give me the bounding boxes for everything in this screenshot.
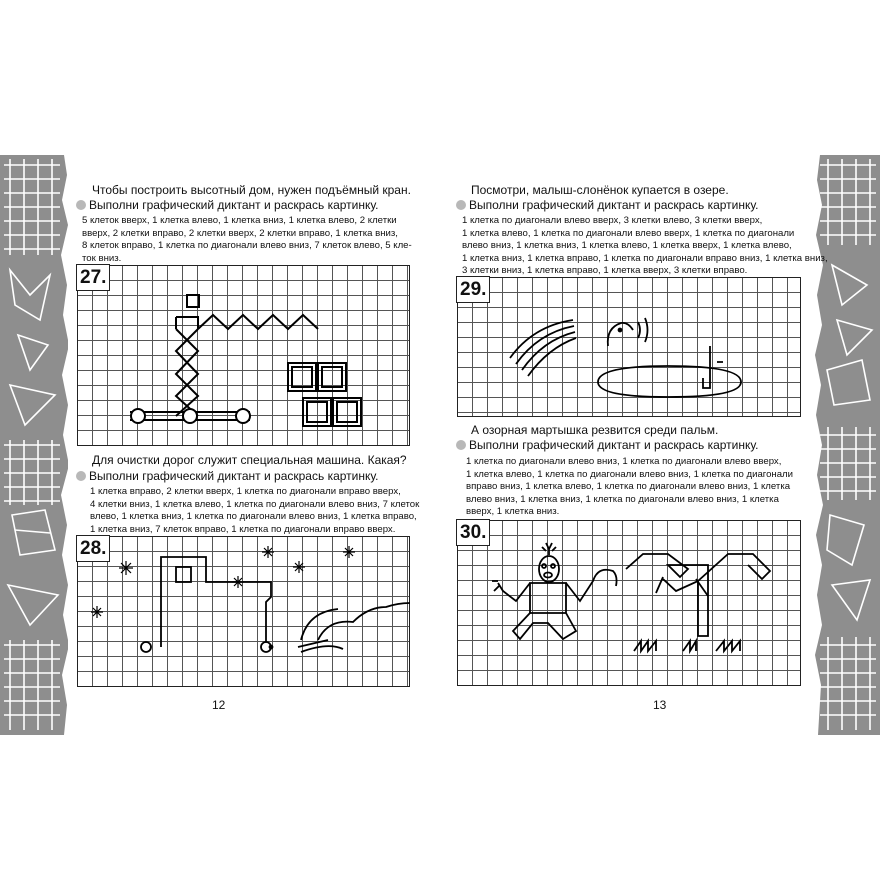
- task28-grid: [77, 536, 410, 687]
- task30-instruction: Выполни графический диктант и раскрась картинку.: [469, 438, 759, 452]
- task28-instruction-row: [76, 469, 379, 483]
- dictation-line: 1 клетка по диагонали влево вниз, 1 клетка по диагонали влево вверх,: [466, 456, 782, 467]
- page-number-left: 12: [212, 698, 226, 712]
- bullet-dot-icon: [456, 440, 466, 450]
- task30-number: 30.: [456, 519, 490, 546]
- dictation-line: 1 клетка влево, 1 клетка по диагонали влево вверх, 1 клетка по диагонали: [462, 227, 795, 239]
- dictation-line: 1 клетка влево, 1 клетка по диагонали влево вниз, 1 клетка по диагонали: [466, 468, 793, 480]
- dictation-line: вверх, 1 клетка вниз.: [466, 506, 560, 517]
- task27-number: 27.: [76, 264, 110, 291]
- bullet-dot-icon: [76, 200, 86, 210]
- dictation-line: 4 клетки вниз, 1 клетка влево, 1 клетка по диагонали влево вниз, 7 клеток: [90, 498, 420, 510]
- snowplow-drawing: [78, 537, 411, 688]
- task30-intro: А озорная мартышка резвится среди пальм.: [471, 423, 719, 437]
- task29-dictation: [462, 215, 828, 278]
- bullet-dot-icon: [76, 471, 86, 481]
- task30-grid: [457, 520, 801, 686]
- dictation-line: 8 клеток вправо, 1 клетка по диагонали влево вниз, 7 клеток влево, 5 кле-: [82, 240, 412, 251]
- bullet-dot-icon: [456, 200, 466, 210]
- torn-edge-icon: [58, 155, 72, 735]
- task28-dictation: [90, 486, 419, 536]
- monkey-and-palms-drawing: [458, 521, 802, 687]
- task27-instruction-row: [76, 198, 379, 212]
- page-number-right: 13: [653, 698, 667, 712]
- dictation-line: 1 клетка вправо, 2 клетки вверх, 1 клетка по диагонали вправо вверх,: [90, 486, 401, 497]
- dictation-line: ток вниз.: [82, 252, 122, 264]
- task29-intro: Посмотри, малыш-слонёнок купается в озере.: [471, 183, 729, 197]
- dictation-line: влево вниз, 1 клетка вниз, 1 клетка влево, 1 клетка вверх, 1 клетка влево,: [462, 240, 792, 251]
- task29-number: 29.: [456, 276, 490, 303]
- task29-instruction: Выполни графический диктант и раскрась картинку.: [469, 198, 759, 212]
- crane-drawing: [78, 266, 411, 447]
- dictation-line: вправо вниз, 1 клетка влево, 1 клетка по диагонали влево вниз, 1 клетка: [466, 481, 791, 492]
- dictation-line: 1 клетка по диагонали влево вверх, 3 клетки влево, 3 клетки вверх,: [462, 215, 763, 226]
- dictation-line: 5 клеток вверх, 1 клетка влево, 1 клетка вниз, 1 клетка влево, 2 клетки: [82, 215, 397, 226]
- task29-grid: [457, 277, 801, 417]
- task27-grid: [77, 265, 410, 446]
- elephant-drawing: [458, 278, 802, 418]
- task28-intro: Для очистки дорог служит специальная машина. Какая?: [92, 453, 407, 467]
- dictation-line: 3 клетки вниз, 1 клетка вправо, 1 клетка вверх, 3 клетки вправо.: [462, 265, 748, 276]
- task30-instruction-row: [456, 438, 759, 452]
- dictation-line: влево, 1 клетка вниз, 1 клетка по диагонали влево вниз, 1 клетка вправо,: [90, 511, 417, 522]
- task27-instruction: Выполни графический диктант и раскрась картинку.: [89, 198, 379, 212]
- task30-dictation: [466, 456, 793, 519]
- task28-number: 28.: [76, 535, 110, 562]
- dictation-line: вверх, 2 клетки вправо, 2 клетки вверх, 2 клетки вправо, 1 клетка вниз,: [82, 227, 398, 239]
- task29-instruction-row: [456, 198, 759, 212]
- task27-dictation: [82, 215, 412, 265]
- dictation-line: 1 клетка вниз, 1 клетка вправо, 1 клетка по диагонали вправо вниз, 1 клетка вниз,: [462, 252, 828, 264]
- task27-intro: Чтобы построить высотный дом, нужен подъёмный кран.: [92, 183, 411, 197]
- dictation-line: влево вниз, 1 клетка вниз, 1 клетка по диагонали влево вниз, 1 клетка: [466, 493, 779, 505]
- task28-instruction: Выполни графический диктант и раскрась картинку.: [89, 469, 379, 483]
- dictation-line: 1 клетка вниз, 7 клеток вправо, 1 клетка по диагонали вправо вверх.: [90, 523, 396, 535]
